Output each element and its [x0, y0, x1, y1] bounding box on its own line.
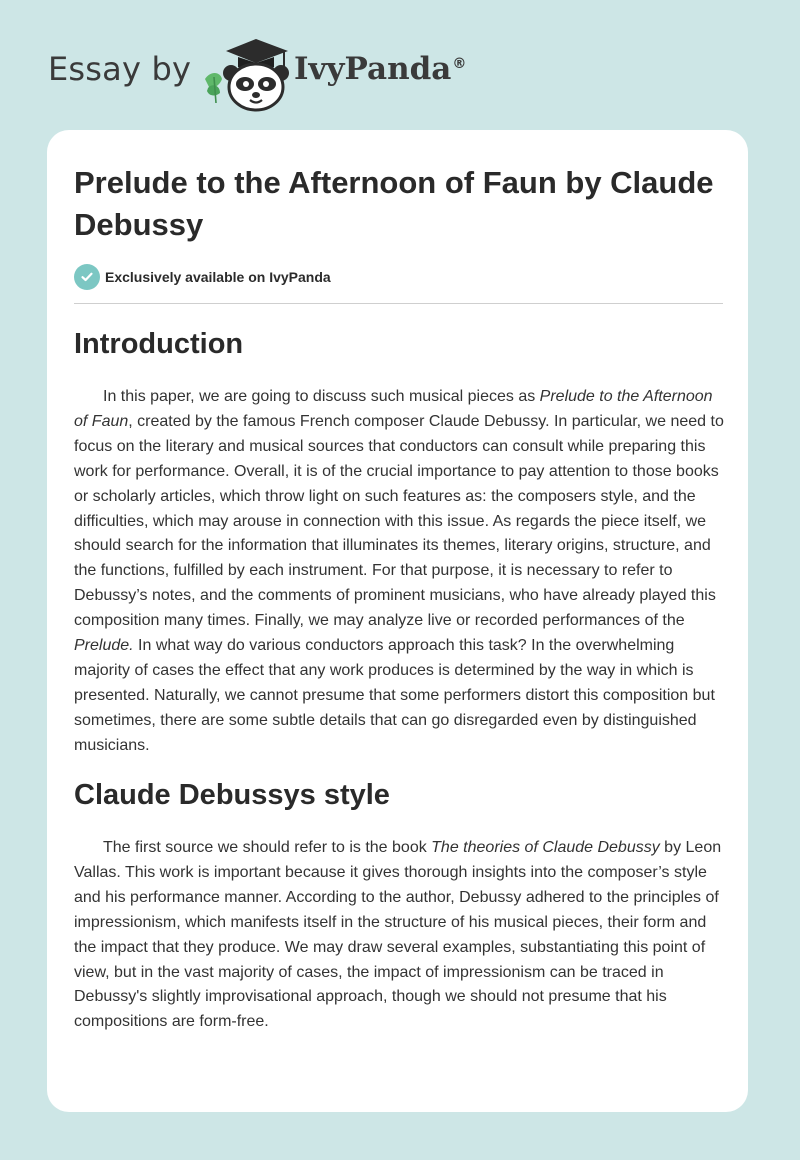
exclusive-badge: [74, 263, 331, 291]
essay-by-label: Essay by: [48, 50, 192, 88]
text-run: , created by the famous French composer Claude Debussy. In particular, we need to focus on the literary and musical sources that conductors can consult while preparing this work for performance. Overall, it is of the crucial importance to pay attention to those books or scholarly articles, which throw light on such features as: the composers style, and the difficulties, which may arouse in connection with this issue. As regards the piece itself, we should search for the information that illuminates its themes, literary origins, structure, and the functions, fulfilled by each instrument. For that purpose, it is necessary to refer to Debussy’s notes, and the comments of prominent musicians, who have already played this composition many times. Finally, we may analyze live or recorded performances of the: [74, 412, 724, 630]
brand-label: IvyPanda: [294, 51, 452, 87]
introduction-paragraph: [74, 385, 726, 759]
badge-text: Exclusively available on IvyPanda: [105, 269, 331, 285]
text-run: The first source we should refer to is the book: [103, 839, 432, 856]
panda-graduate-logo-icon[interactable]: [200, 33, 292, 113]
section-heading-style: Claude Debussys style: [74, 779, 390, 811]
text-run: by Leon Vallas. This work is important because it gives thorough insights into the composer’s style and his performance manner. According to the author, Debussy adhered to the principles of impressionism, which manifests itself in the structure of his musical pieces, their form and the impact that they produce. We may draw several examples, substantiating this point of view, but in the vast majority of cases, the impact of impressionism can be traced in Debussy's slightly improvisational approach, though we should not presume that his compositions are form-free.: [74, 839, 722, 1031]
brand-name[interactable]: [294, 51, 466, 87]
essay-card: [47, 130, 748, 1112]
checkmark-circle-icon: [74, 264, 100, 290]
text-run: In what way do various conductors approach this task? In the overwhelming majority of cases the effect that any work produces is determined by the way in which is presented. Naturally, we cannot presume that some performers distort this composition but sometimes, there are some subtle details that can go disregarded even by distinguished musicians.: [74, 637, 715, 754]
italic-work-title: Prelude to the Afternoon of Faun: [74, 388, 713, 430]
section-heading-introduction: Introduction: [74, 328, 244, 360]
registered-mark: ®: [452, 55, 467, 72]
divider: [74, 303, 723, 304]
text-run: In this paper, we are going to discuss such musical pieces as: [103, 388, 540, 405]
style-paragraph: [74, 836, 726, 1035]
site-header: [0, 0, 800, 120]
italic-book-title: The theories of Claude Debussy: [431, 839, 660, 856]
page-title: Prelude to the Afternoon of Faun by Claude Debussy: [74, 165, 714, 242]
italic-work-title: Prelude.: [74, 637, 134, 655]
